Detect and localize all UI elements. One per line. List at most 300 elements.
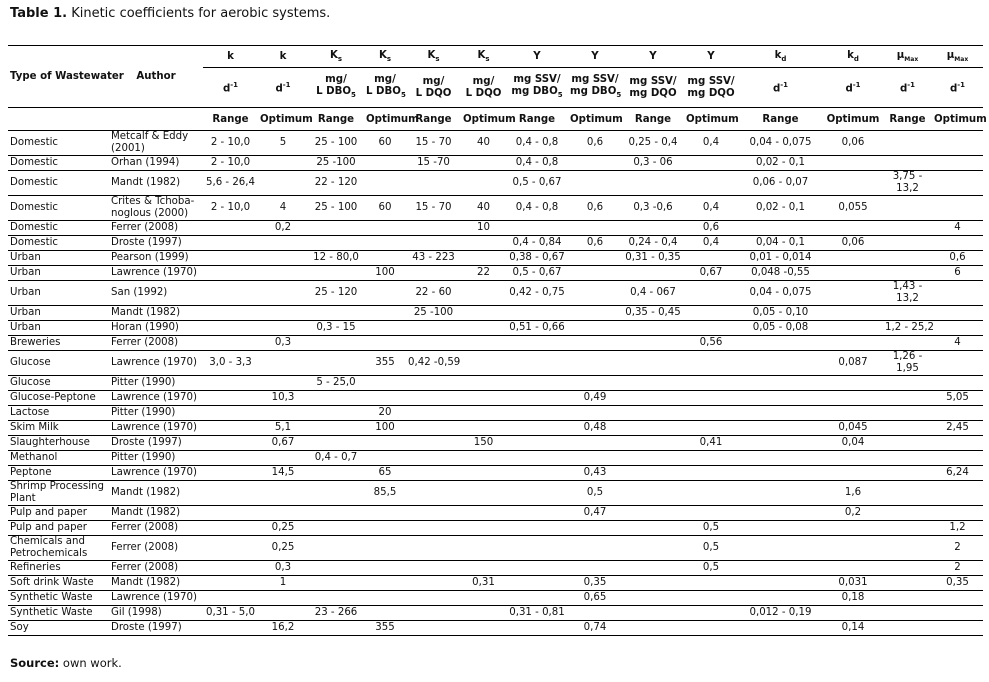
cell-value: [203, 221, 258, 236]
header-symbol: Y: [568, 46, 622, 68]
cell-value: 0,3 - 15: [308, 321, 364, 336]
cell-value: 4: [258, 196, 308, 221]
cell-value: [684, 251, 738, 266]
cell-value: 0,6: [932, 251, 983, 266]
cell-value: 0,47: [568, 506, 622, 521]
cell-value: [364, 591, 406, 606]
cell-value: [308, 236, 364, 251]
cell-value: [258, 306, 308, 321]
header-symbol: Y: [684, 46, 738, 68]
header-symbol: $K_s$: [364, 46, 406, 68]
cell-type: Urban: [8, 251, 109, 266]
cell-value: 0,25: [258, 521, 308, 536]
cell-value: [203, 391, 258, 406]
cell-value: [203, 451, 258, 466]
cell-type: Domestic: [8, 156, 109, 171]
cell-value: 0,4 - 0,8: [506, 196, 568, 221]
cell-value: 65: [364, 466, 406, 481]
cell-value: [684, 451, 738, 466]
cell-value: 0,4 - 0,84: [506, 236, 568, 251]
cell-value: [622, 436, 684, 451]
cell-value: 6,24: [932, 466, 983, 481]
cell-value: [506, 591, 568, 606]
cell-value: [364, 281, 406, 306]
cell-value: [622, 321, 684, 336]
cell-value: [506, 466, 568, 481]
cell-value: [506, 621, 568, 636]
cell-value: 0,4: [684, 196, 738, 221]
table-row: [8, 406, 983, 421]
cell-value: [823, 156, 883, 171]
cell-value: [203, 591, 258, 606]
cell-type: Urban: [8, 281, 109, 306]
table-row: [8, 131, 983, 156]
cell-value: [406, 621, 461, 636]
cell-type: Refineries: [8, 561, 109, 576]
cell-value: [364, 606, 406, 621]
cell-value: [684, 481, 738, 506]
cell-value: [932, 196, 983, 221]
cell-value: [506, 576, 568, 591]
cell-value: [622, 561, 684, 576]
cell-value: [364, 451, 406, 466]
cell-type: Synthetic Waste: [8, 591, 109, 606]
cell-value: [622, 351, 684, 376]
cell-value: 1,6: [823, 481, 883, 506]
cell-value: [308, 306, 364, 321]
cell-type: Pulp and paper: [8, 521, 109, 536]
cell-value: 0,06: [823, 236, 883, 251]
cell-value: [738, 376, 823, 391]
header-symbol: $k_d$: [738, 46, 823, 68]
cell-value: [568, 321, 622, 336]
header-kind: Range: [506, 108, 568, 131]
cell-value: [461, 561, 506, 576]
cell-value: 0,045: [823, 421, 883, 436]
source-label: Source:: [10, 656, 60, 670]
cell-author: Ferrer (2008): [109, 536, 203, 561]
header-row-kinds: [8, 108, 983, 131]
cell-value: 1,2: [932, 521, 983, 536]
cell-value: [461, 336, 506, 351]
cell-value: 0,04: [823, 436, 883, 451]
cell-value: [684, 506, 738, 521]
cell-author: Lawrence (1970): [109, 351, 203, 376]
cell-value: [406, 451, 461, 466]
cell-value: [823, 606, 883, 621]
cell-value: [738, 481, 823, 506]
cell-value: 2 - 10,0: [203, 131, 258, 156]
cell-value: [461, 451, 506, 466]
cell-value: [308, 521, 364, 536]
cell-value: [364, 576, 406, 591]
cell-value: [461, 621, 506, 636]
cell-value: [684, 621, 738, 636]
header-kind: Optimum: [258, 108, 308, 131]
cell-value: [823, 376, 883, 391]
cell-author: Lawrence (1970): [109, 591, 203, 606]
cell-value: [932, 621, 983, 636]
header-kind: Optimum: [932, 108, 983, 131]
cell-value: [406, 576, 461, 591]
cell-value: [932, 451, 983, 466]
cell-value: [308, 536, 364, 561]
cell-type: Glucose: [8, 351, 109, 376]
cell-value: [684, 281, 738, 306]
table-row: [8, 351, 983, 376]
cell-value: [308, 481, 364, 506]
header-unit: mg/ L DQO: [406, 68, 461, 108]
cell-value: [684, 466, 738, 481]
cell-value: [932, 321, 983, 336]
cell-type: Urban: [8, 306, 109, 321]
cell-value: 5,05: [932, 391, 983, 406]
cell-value: [738, 406, 823, 421]
cell-value: [883, 606, 932, 621]
cell-value: 0,4 - 0,7: [308, 451, 364, 466]
cell-value: [406, 391, 461, 406]
cell-type: Domestic: [8, 221, 109, 236]
cell-value: [506, 391, 568, 406]
cell-value: [823, 451, 883, 466]
cell-value: [364, 376, 406, 391]
cell-value: 4: [932, 336, 983, 351]
cell-value: 0,055: [823, 196, 883, 221]
cell-value: [622, 406, 684, 421]
cell-type: Soy: [8, 621, 109, 636]
cell-value: [203, 281, 258, 306]
table-row: [8, 591, 983, 606]
cell-value: 25 - 100: [308, 131, 364, 156]
cell-value: [308, 561, 364, 576]
cell-value: 0,35 - 0,45: [622, 306, 684, 321]
cell-value: [461, 536, 506, 561]
cell-value: [203, 521, 258, 536]
cell-author: Ferrer (2008): [109, 336, 203, 351]
cell-value: [364, 561, 406, 576]
cell-author: Pitter (1990): [109, 376, 203, 391]
kinetic-coefficients-table: [8, 45, 987, 636]
header-blank-author: [109, 108, 203, 131]
cell-value: [506, 536, 568, 561]
cell-value: 0,01 - 0,014: [738, 251, 823, 266]
cell-value: [461, 466, 506, 481]
header-type: Type of Wastewater: [8, 46, 109, 108]
cell-value: [568, 306, 622, 321]
cell-value: [203, 376, 258, 391]
cell-type: Peptone: [8, 466, 109, 481]
cell-value: 0,25 - 0,4: [622, 131, 684, 156]
cell-value: 2: [932, 561, 983, 576]
cell-value: 355: [364, 351, 406, 376]
table-row: [8, 481, 983, 506]
table-row: [8, 156, 983, 171]
cell-value: [738, 506, 823, 521]
cell-value: [622, 521, 684, 536]
cell-value: 0,3 -0,6: [622, 196, 684, 221]
cell-value: 0,2: [823, 506, 883, 521]
cell-type: Pulp and paper: [8, 506, 109, 521]
cell-value: 15 -70: [406, 156, 461, 171]
cell-value: 0,31 - 5,0: [203, 606, 258, 621]
table-source: [10, 656, 122, 670]
cell-value: 14,5: [258, 466, 308, 481]
cell-value: [258, 351, 308, 376]
cell-value: [823, 306, 883, 321]
cell-value: [684, 376, 738, 391]
header-symbol: Y: [506, 46, 568, 68]
cell-value: 0,3 - 06: [622, 156, 684, 171]
table-row: [8, 321, 983, 336]
cell-value: [258, 321, 308, 336]
cell-value: 0,38 - 0,67: [506, 251, 568, 266]
cell-value: 23 - 266: [308, 606, 364, 621]
cell-value: 25 -100: [308, 156, 364, 171]
cell-value: [738, 621, 823, 636]
cell-value: [308, 466, 364, 481]
cell-type: Slaughterhouse: [8, 436, 109, 451]
cell-value: 2 - 10,0: [203, 196, 258, 221]
header-row-symbols: [8, 46, 983, 68]
cell-value: [932, 591, 983, 606]
header-unit: mg SSV/ mg DQO: [622, 68, 684, 108]
cell-value: 0,06: [823, 131, 883, 156]
cell-value: [258, 451, 308, 466]
cell-value: [406, 171, 461, 196]
cell-value: [883, 466, 932, 481]
header-unit: mg/ L $DBO_5$: [364, 68, 406, 108]
cell-value: [258, 251, 308, 266]
cell-value: [568, 251, 622, 266]
cell-value: 0,5 - 0,67: [506, 266, 568, 281]
cell-value: [461, 321, 506, 336]
cell-value: [568, 521, 622, 536]
header-unit: mg SSV/ mg $DBO_5$: [506, 68, 568, 108]
cell-value: 0,4 - 0,8: [506, 131, 568, 156]
header-unit: $d^{-1}$: [823, 68, 883, 108]
cell-value: [622, 391, 684, 406]
table-row: [8, 266, 983, 281]
cell-value: 0,04 - 0,1: [738, 236, 823, 251]
cell-author: Mandt (1982): [109, 576, 203, 591]
cell-value: [461, 351, 506, 376]
cell-value: [738, 561, 823, 576]
cell-value: [364, 236, 406, 251]
cell-value: [203, 251, 258, 266]
cell-value: [823, 281, 883, 306]
cell-value: [568, 406, 622, 421]
cell-value: [883, 621, 932, 636]
cell-value: 1,26 - 1,95: [883, 351, 932, 376]
cell-value: [506, 521, 568, 536]
cell-value: [883, 266, 932, 281]
cell-value: 4: [932, 221, 983, 236]
header-symbol: $\mu_{Max}$: [883, 46, 932, 68]
header-unit: $d^{-1}$: [738, 68, 823, 108]
cell-author: Mandt (1982): [109, 506, 203, 521]
cell-value: [258, 481, 308, 506]
cell-author: Droste (1997): [109, 236, 203, 251]
cell-value: 0,31 - 0,35: [622, 251, 684, 266]
cell-value: [308, 506, 364, 521]
table-row: [8, 251, 983, 266]
cell-value: [684, 321, 738, 336]
cell-value: 0,3: [258, 561, 308, 576]
cell-value: [738, 536, 823, 561]
cell-value: 5,1: [258, 421, 308, 436]
header-kind: Range: [406, 108, 461, 131]
cell-value: [622, 606, 684, 621]
header-symbol: k: [258, 46, 308, 68]
header-unit: mg SSV/ mg DQO: [684, 68, 738, 108]
cell-value: [258, 606, 308, 621]
table-row: [8, 576, 983, 591]
cell-value: [883, 131, 932, 156]
cell-value: [568, 606, 622, 621]
cell-value: [461, 171, 506, 196]
cell-value: [364, 156, 406, 171]
cell-value: 0,031: [823, 576, 883, 591]
cell-value: [883, 506, 932, 521]
cell-value: 25 -100: [406, 306, 461, 321]
cell-value: 5,6 - 26,4: [203, 171, 258, 196]
cell-value: 0,56: [684, 336, 738, 351]
cell-value: [883, 451, 932, 466]
cell-value: [203, 406, 258, 421]
header-unit: mg/ L $DBO_5$: [308, 68, 364, 108]
cell-value: [738, 451, 823, 466]
cell-value: [308, 421, 364, 436]
cell-value: [823, 561, 883, 576]
cell-value: [684, 606, 738, 621]
cell-value: [364, 171, 406, 196]
cell-author: Droste (1997): [109, 436, 203, 451]
cell-value: [823, 266, 883, 281]
cell-value: [461, 521, 506, 536]
source-text: own work.: [62, 656, 122, 670]
cell-value: [883, 421, 932, 436]
cell-value: [568, 376, 622, 391]
cell-value: [883, 306, 932, 321]
cell-value: [932, 506, 983, 521]
table-row: [8, 621, 983, 636]
caption-label: Table 1.: [10, 6, 68, 21]
cell-value: 15 - 70: [406, 196, 461, 221]
cell-value: [738, 436, 823, 451]
cell-value: [622, 536, 684, 561]
cell-value: 0,5: [568, 481, 622, 506]
cell-author: Pitter (1990): [109, 406, 203, 421]
cell-value: [883, 536, 932, 561]
cell-value: [738, 221, 823, 236]
cell-value: [461, 251, 506, 266]
cell-value: [738, 351, 823, 376]
cell-value: 100: [364, 266, 406, 281]
cell-value: [883, 561, 932, 576]
cell-value: [364, 506, 406, 521]
table-row: [8, 536, 983, 561]
cell-type: Glucose-Peptone: [8, 391, 109, 406]
cell-value: [506, 336, 568, 351]
cell-value: [568, 561, 622, 576]
cell-value: [203, 336, 258, 351]
cell-value: [932, 236, 983, 251]
cell-value: [506, 561, 568, 576]
cell-value: [823, 321, 883, 336]
cell-author: Crites & Tchoba-noglous (2000): [109, 196, 203, 221]
cell-value: [883, 236, 932, 251]
cell-value: [308, 336, 364, 351]
cell-value: [308, 621, 364, 636]
cell-value: 0,51 - 0,66: [506, 321, 568, 336]
cell-value: 1: [258, 576, 308, 591]
cell-value: [406, 536, 461, 561]
cell-value: [308, 406, 364, 421]
table-row: [8, 196, 983, 221]
cell-value: [738, 466, 823, 481]
cell-value: [203, 481, 258, 506]
header-kind: Optimum: [684, 108, 738, 131]
header-kind: Range: [738, 108, 823, 131]
cell-value: [461, 156, 506, 171]
cell-value: [258, 156, 308, 171]
cell-value: [506, 376, 568, 391]
cell-value: 0,14: [823, 621, 883, 636]
cell-value: [506, 406, 568, 421]
cell-value: [506, 436, 568, 451]
header-kind: Range: [883, 108, 932, 131]
cell-value: [364, 251, 406, 266]
cell-value: [203, 561, 258, 576]
cell-value: 16,2: [258, 621, 308, 636]
cell-author: Ferrer (2008): [109, 521, 203, 536]
cell-value: [461, 481, 506, 506]
table-row: [8, 391, 983, 406]
cell-value: [883, 481, 932, 506]
cell-value: [738, 521, 823, 536]
cell-value: [406, 336, 461, 351]
cell-value: 0,048 -0,55: [738, 266, 823, 281]
cell-value: [364, 221, 406, 236]
header-kind: Optimum: [364, 108, 406, 131]
cell-value: [883, 376, 932, 391]
cell-value: 60: [364, 131, 406, 156]
header-author: Author: [109, 46, 203, 108]
cell-value: 0,31: [461, 576, 506, 591]
cell-value: [203, 266, 258, 281]
cell-type: Urban: [8, 321, 109, 336]
cell-value: 2 - 10,0: [203, 156, 258, 171]
cell-value: 0,35: [568, 576, 622, 591]
cell-value: [568, 436, 622, 451]
cell-value: 0,02 - 0,1: [738, 196, 823, 221]
cell-value: [883, 436, 932, 451]
cell-value: [684, 391, 738, 406]
cell-value: 355: [364, 621, 406, 636]
cell-value: [932, 376, 983, 391]
cell-value: 22 - 60: [406, 281, 461, 306]
cell-value: [406, 591, 461, 606]
cell-value: [406, 561, 461, 576]
cell-value: 0,012 - 0,19: [738, 606, 823, 621]
cell-value: 0,42 -0,59: [406, 351, 461, 376]
cell-value: [406, 376, 461, 391]
cell-value: [684, 351, 738, 376]
table-row: [8, 606, 983, 621]
cell-value: 85,5: [364, 481, 406, 506]
cell-value: [461, 606, 506, 621]
cell-value: [203, 466, 258, 481]
